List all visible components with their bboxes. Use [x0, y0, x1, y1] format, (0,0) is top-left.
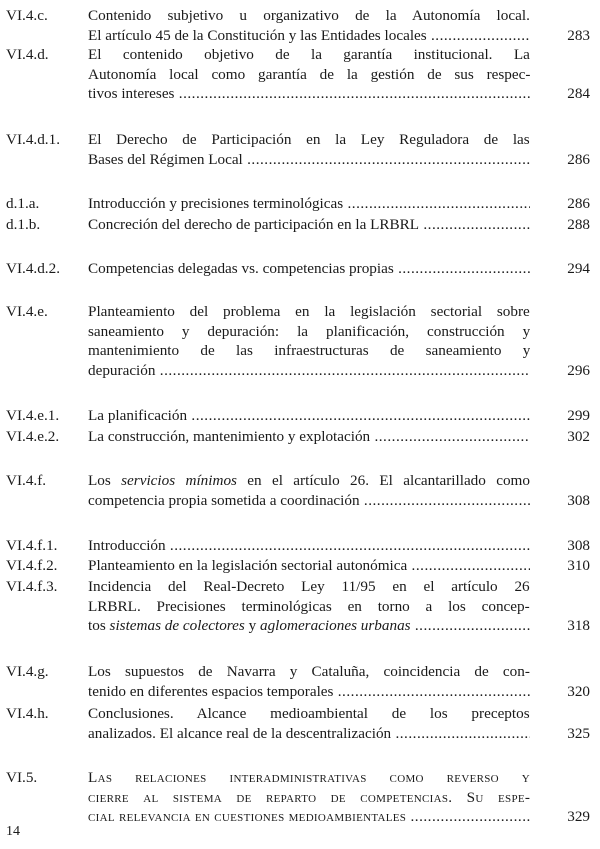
section-number: VI.4.e.	[6, 303, 48, 320]
section-number: VI.4.f.2.	[6, 557, 58, 574]
section-number: VI.4.d.	[6, 46, 49, 63]
entry-title: El contenido objetivo de la garantía institucional. La Autonomía local como garantía de la gestión de sus respec- tivos intereses .....	[88, 45, 530, 104]
page-number: 286	[567, 195, 590, 212]
page-number: 308	[567, 491, 590, 509]
entry-title: La planificación .....	[88, 406, 530, 426]
page-number: 294	[567, 260, 590, 277]
section-number: VI.4.h.	[6, 705, 49, 722]
page-number: 302	[567, 428, 590, 445]
page-number: 325	[567, 724, 590, 742]
entry-title: Incidencia del Real-Decreto Ley 11/95 en el artículo 26 LRBRL. Precisiones terminológicas en torno a los concep- tos sistemas de colectores y aglomeraciones urbanas .....	[88, 577, 530, 636]
section-number: VI.4.d.1.	[6, 131, 60, 148]
section-number: VI.4.e.1.	[6, 407, 60, 424]
entry-title: Los servicios mínimos en el artículo 26. El alcantarillado como competencia propia sometida a coordinación .....	[88, 471, 530, 510]
section-number: VI.4.g.	[6, 663, 49, 680]
page-number: 308	[567, 537, 590, 554]
section-number: d.1.b.	[6, 216, 41, 233]
section-number: VI.4.e.2.	[6, 428, 60, 445]
entry-title: Introducción .....	[88, 536, 530, 556]
entry-title: Las relaciones interadministrativas como reverso y cierre al sistema de reparto de competencias. Su espe- cial relevancia en cuestiones medioambientales .....	[88, 768, 530, 827]
entry-title: Introducción y precisiones terminológicas .....	[88, 194, 530, 214]
entry-title: Concreción del derecho de participación en la LRBRL .....	[88, 215, 530, 235]
page-number: 286	[567, 150, 590, 168]
page-number: 318	[567, 617, 590, 634]
entry-title: Los supuestos de Navarra y Cataluña, coincidencia de con- tenido en diferentes espacios temporales .....	[88, 662, 530, 701]
section-number: VI.4.c.	[6, 7, 48, 24]
page-number: 299	[567, 407, 590, 424]
entry-title: Competencias delegadas vs. competencias propias .....	[88, 259, 530, 279]
entry-title: Planteamiento en la legislación sectorial autonómica .....	[88, 556, 530, 576]
section-number: VI.4.f.3.	[6, 578, 58, 595]
section-number: VI.4.f.	[6, 472, 47, 489]
section-number: VI.5.	[6, 769, 38, 786]
folio-page-number: 14	[6, 824, 20, 839]
entry-title: Contenido subjetivo u organizativo de la Autonomía local. El artículo 45 de la Constitución y las Entidades locales .....	[88, 6, 530, 45]
page-number: 283	[567, 26, 590, 44]
page-number: 329	[567, 808, 590, 825]
entry-title: Conclusiones. Alcance medioambiental de los preceptos analizados. El alcance real de la descentralización .....	[88, 704, 530, 743]
section-number: VI.4.f.1.	[6, 537, 58, 554]
page-number: 320	[567, 682, 590, 700]
entry-title: La construcción, mantenimiento y explotación .....	[88, 427, 530, 447]
page-number: 288	[567, 216, 590, 233]
entry-title: Planteamiento del problema en la legislación sectorial sobre saneamiento y depuración: la planificación, construcción y mantenimiento de las infraestructuras de saneamiento y depuración .....	[88, 302, 530, 380]
section-number: VI.4.d.2.	[6, 260, 60, 277]
page-number: 284	[567, 85, 590, 102]
section-number: d.1.a.	[6, 195, 40, 212]
page-number: 296	[567, 361, 590, 379]
page-number: 310	[567, 557, 590, 574]
entry-title: El Derecho de Participación en la Ley Reguladora de las Bases del Régimen Local .....	[88, 130, 530, 169]
